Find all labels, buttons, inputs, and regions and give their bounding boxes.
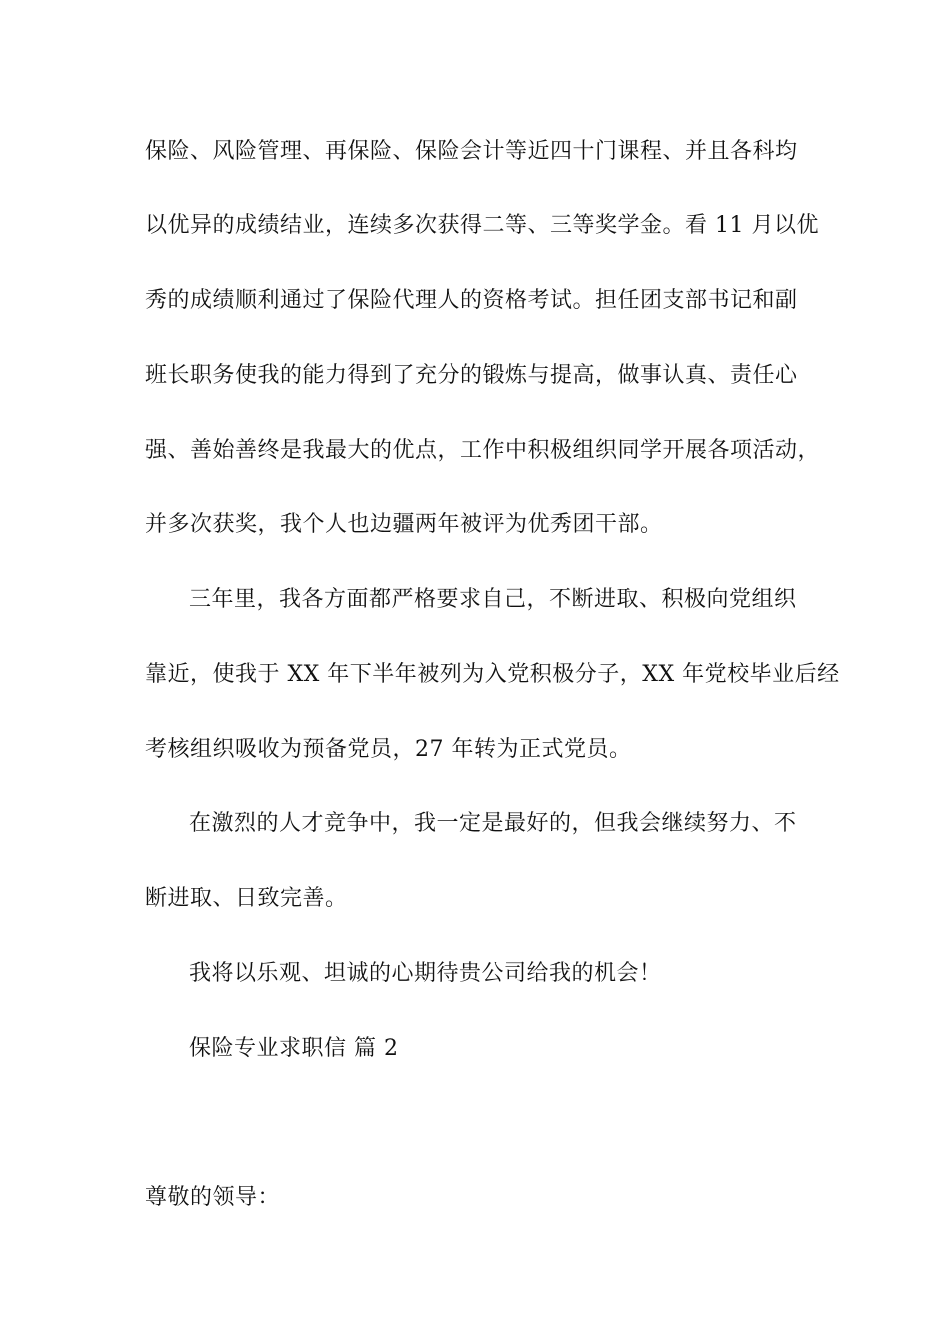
paragraph-line: 强、善始善终是我最大的优点，工作中积极组织同学开展各项活动， xyxy=(145,438,821,463)
paragraph-line: 三年里，我各方面都严格要求自己，不断进取、积极向党组织 xyxy=(189,587,797,612)
paragraph-line: 在激烈的人才竞争中，我一定是最好的，但我会继续努力、不 xyxy=(189,811,797,836)
paragraph-line: 保险、风险管理、再保险、保险会计等近四十门课程、并且各科均 xyxy=(145,139,798,164)
section-heading: 保险专业求职信 篇 2 xyxy=(189,1036,399,1061)
paragraph-line: 断进取、日致完善。 xyxy=(145,886,348,911)
paragraph-line: 秀的成绩顺利通过了保险代理人的资格考试。担任团支部书记和副 xyxy=(145,288,798,313)
paragraph-line: 考核组织吸收为预备党员，27 年转为正式党员。 xyxy=(145,737,632,762)
paragraph-line: 靠近，使我于 XX 年下半年被列为入党积极分子，XX 年党校毕业后经 xyxy=(145,662,840,687)
salutation: 尊敬的领导： xyxy=(145,1185,281,1210)
paragraph-line: 并多次获奖，我个人也边疆两年被评为优秀团干部。 xyxy=(145,512,663,537)
paragraph-line: 以优异的成绩结业，连续多次获得二等、三等奖学金。看 11 月以优 xyxy=(145,213,819,238)
paragraph-line: 班长职务使我的能力得到了充分的锻炼与提高，做事认真、责任心 xyxy=(145,363,798,388)
paragraph-line: 我将以乐观、坦诚的心期待贵公司给我的机会！ xyxy=(189,961,662,986)
